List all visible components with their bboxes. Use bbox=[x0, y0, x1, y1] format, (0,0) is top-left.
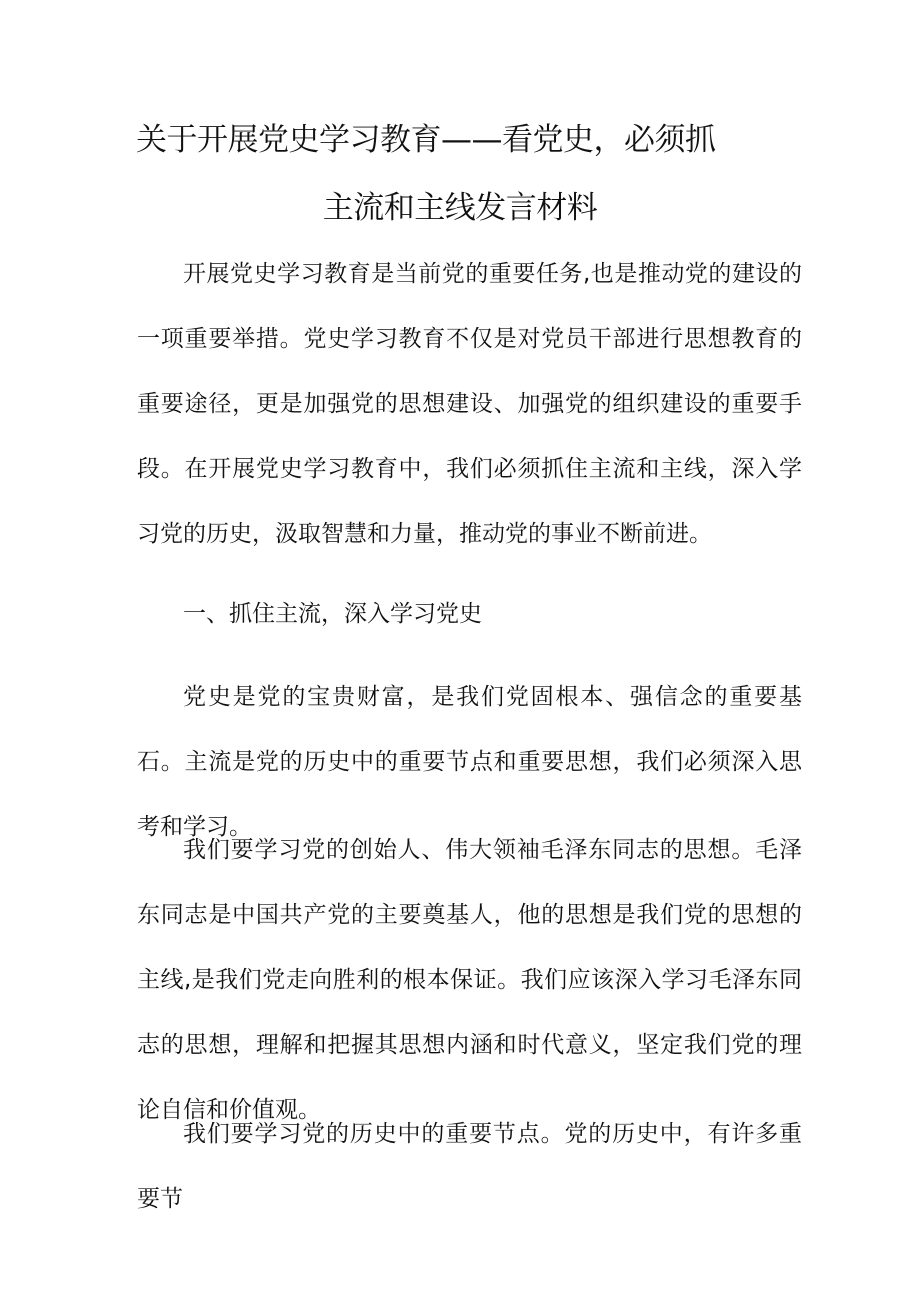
paragraph-intro: 开展党史学习教育是当前党的重要任务,也是推动党的建设的一项重要举措。党史学习教育不仅是对党员干部进行思想教育的重要途径，更是加强党的思想建设、加强党的组织建设的重要手段。在开展党史学习教育中，我们必须抓住主流和主线，深入学习党的历史，汲取智慧和力量，推动党的事业不断前进。 bbox=[137, 261, 802, 547]
paragraph-mao-thought: 我们要学习党的创始人、伟大领袖毛泽东同志的思想。毛泽东同志是中国共产党的主要奠基人，他的思想是我们党的思想的主线,是我们党走向胜利的根本保证。我们应该深入学习毛泽东同志的思想，理解和把握其思想内涵和时代意义，坚定我们党的理论自信和价值观。 bbox=[137, 837, 802, 1123]
document-title-line-2: 主流和主线发言材料 bbox=[322, 190, 598, 226]
section-heading-1: 一、抓住主流，深入学习党史 bbox=[183, 601, 482, 627]
paragraph-key-milestones: 我们要学习党的历史中的重要节点。党的历史中，有许多重要节 bbox=[137, 1121, 802, 1212]
paragraph-party-history: 党史是党的宝贵财富，是我们党固根本、强信念的重要基石。主流是党的历史中的重要节点和重要思想，我们必须深入思考和学习。 bbox=[137, 684, 802, 840]
document-title-line-1: 关于开展党史学习教育——看党史，必须抓 bbox=[136, 122, 716, 158]
